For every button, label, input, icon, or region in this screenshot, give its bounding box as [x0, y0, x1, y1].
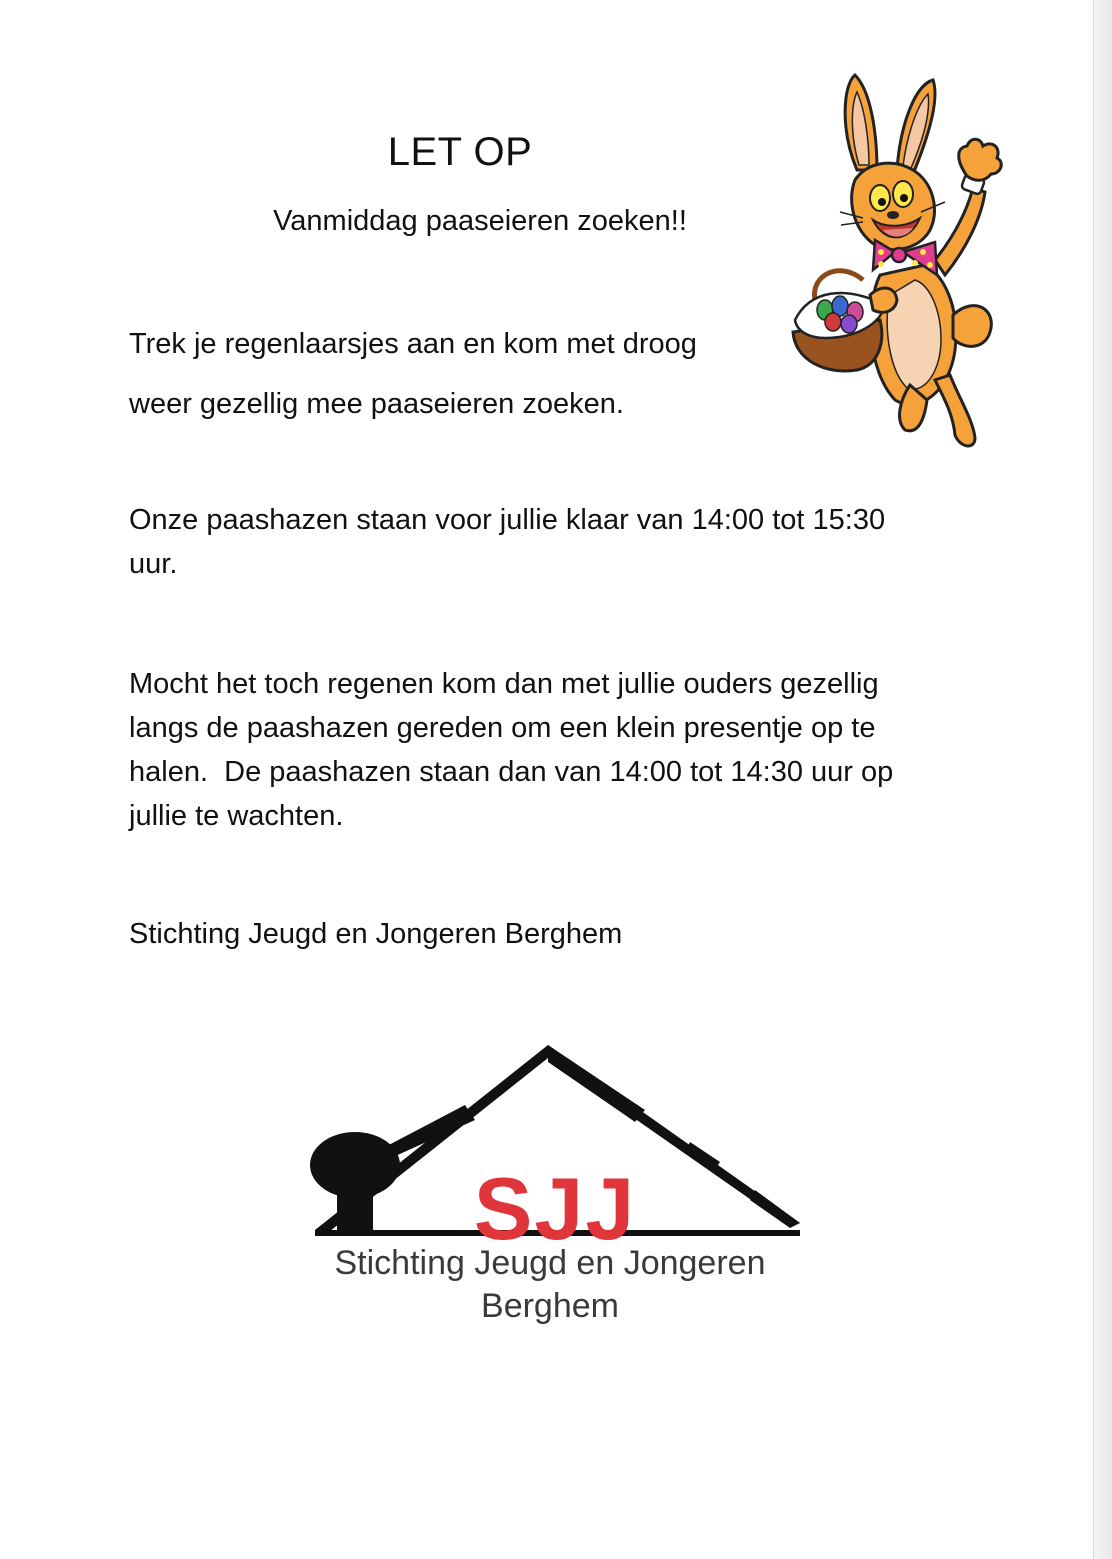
logo-acronym: SJJ	[473, 1159, 637, 1258]
page-subtitle: Vanmiddag paaseieren zoeken!!	[273, 205, 687, 237]
easter-bunny-icon	[785, 70, 1010, 455]
paragraph-2-line: uur.	[129, 548, 178, 580]
logo-caption-line-2: Berghem	[481, 1287, 619, 1325]
paragraph-3-line: langs de paashazen gereden om een klein presentje op te	[129, 712, 876, 744]
paragraph-1-line-1: Trek je regenlaarsjes aan en kom met droog	[129, 328, 697, 360]
paragraph-3-line: halen. De paashazen staan dan van 14:00 tot 14:30 uur op	[129, 756, 894, 788]
paragraph-2-line: Onze paashazen staan voor jullie klaar van 14:00 tot 15:30	[129, 504, 886, 536]
logo-caption-line-1: Stichting Jeugd en Jongeren	[334, 1244, 766, 1282]
paragraph-3-line: Mocht het toch regenen kom dan met jullie ouders gezellig	[129, 668, 879, 700]
paragraph-2	[129, 498, 885, 586]
signature: Stichting Jeugd en Jongeren Berghem	[129, 918, 623, 950]
paragraph-3	[129, 662, 893, 838]
paragraph-3-line: jullie te wachten.	[129, 800, 344, 832]
page-edge	[1093, 0, 1112, 1559]
paragraph-1-line-2: weer gezellig mee paaseieren zoeken.	[129, 388, 624, 420]
page-title: LET OP	[387, 130, 533, 174]
